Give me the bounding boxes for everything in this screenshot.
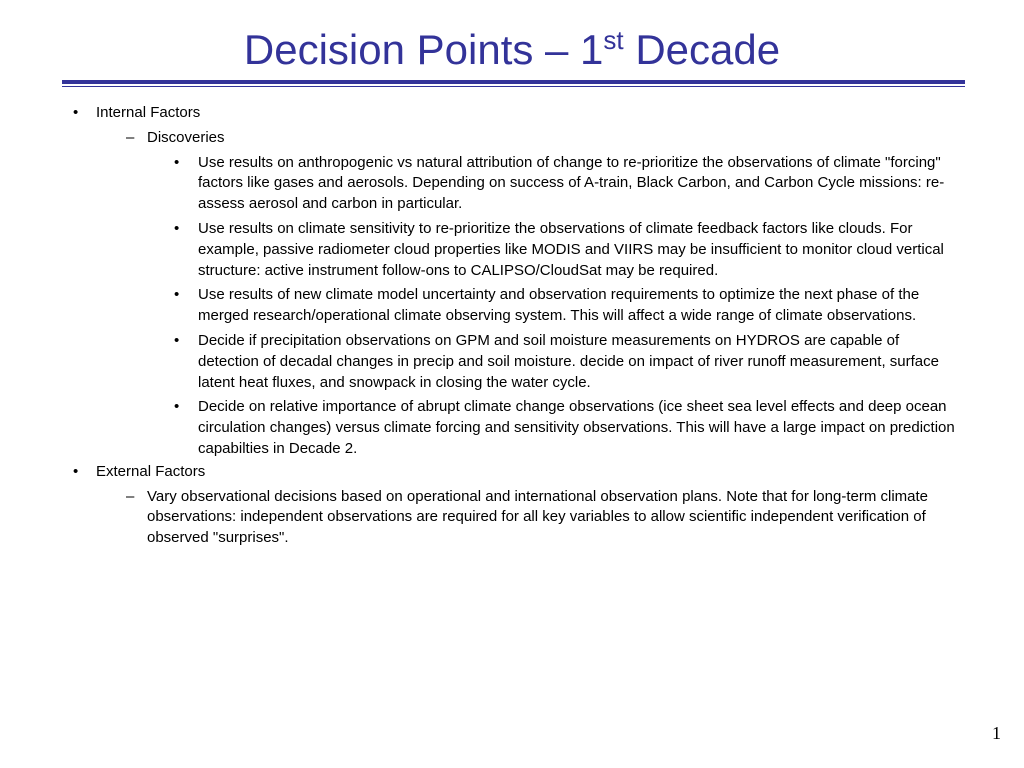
- title-main: Decision Points – 1: [243, 26, 604, 73]
- list-item: [0, 331, 958, 393]
- list-item-text: Use results on climate sensitivity to re-prioritize the observations of climate feedback factors like clouds. For example, passive radiometer cloud properties like MODIS and VIIRS may be insufficient to monitor cloud vertical structure: active instrument follow-ons to CALIPSO/CloudSat may be required.: [198, 219, 944, 279]
- bullet-marker: •: [174, 286, 180, 304]
- bullet-marker: •: [174, 219, 180, 237]
- list-item: [0, 397, 958, 459]
- title-superscript: st: [603, 25, 624, 55]
- bullet-text: External Factors: [96, 462, 206, 480]
- subbullet-text: Vary observational decisions based on operational and international observation plans. Note that for long-term climate observations: independent observations are required for all key variables to allow scientific independent verification of observed "surprises".: [147, 487, 929, 547]
- list-item: [0, 153, 958, 215]
- list-item-text: Decide if precipitation observations on GPM and soil moisture measurements on HYDROS are capable of detection of decadal changes in precip and soil moisture. decide on impact of river runoff measurement, surface latent heat fluxes, and snowpack in closing the water cycle.: [198, 331, 939, 391]
- slide-title: [0, 24, 1024, 76]
- list-item-text: Use results of new climate model uncertainty and observation requirements to optimize the next phase of the merged research/operational climate observing system. This will affect a wide range of climate observations.: [198, 286, 920, 325]
- bullet-marker: •: [73, 462, 79, 480]
- list-item-text: Use results on anthropogenic vs natural attribution of change to re-prioritize the observations of climate "forcing" factors like gases and aerosols. Depending on success of A-train, Black Carbon, and Carbon Cycle missions: re-assess aerosol and carbon in particular.: [198, 153, 945, 213]
- subbullet-discoveries: [0, 128, 957, 149]
- dash-marker: –: [126, 487, 135, 505]
- list-item: [0, 219, 958, 281]
- title-tail: Decade: [623, 26, 781, 73]
- bullet-external-factors: [0, 462, 956, 483]
- list-item: [0, 285, 958, 327]
- bullet-internal-factors: [0, 103, 956, 124]
- slide-body: [0, 103, 1024, 549]
- title-divider-thin: [62, 86, 965, 87]
- bullet-text: Internal Factors: [96, 104, 201, 121]
- bullet-marker: •: [174, 153, 180, 171]
- title-divider-thick: [62, 80, 965, 84]
- bullet-marker: •: [73, 104, 79, 121]
- list-item-text: Decide on relative importance of abrupt climate change observations (ice sheet sea level effects and deep ocean circulation changes) versus climate forcing and sensitivity observations. This will have a large impact on prediction capabilties in Decade 2.: [198, 398, 955, 457]
- dash-marker: –: [126, 128, 135, 146]
- bullet-marker: •: [174, 331, 180, 349]
- bullet-marker: •: [174, 398, 180, 416]
- subbullet-text: Discoveries: [147, 128, 225, 146]
- page-number: 1: [992, 723, 1001, 743]
- subbullet-external: [0, 487, 957, 549]
